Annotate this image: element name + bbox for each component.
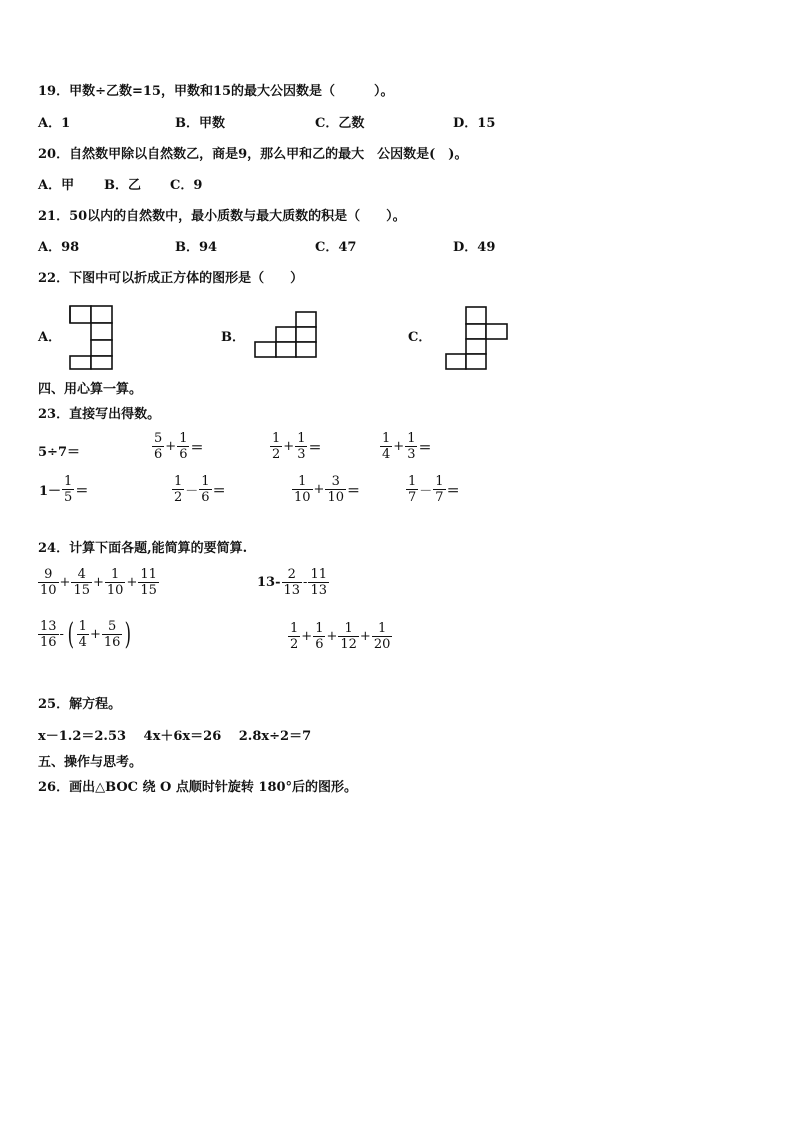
q21-option-b: B．94 [175,240,218,255]
question-19: 19．甲数÷乙数=15，甲数和15的最大公因数是（ ）。 [38,84,394,99]
question-24: 24．计算下面各题,能简算的要简算. [38,541,248,556]
q24-expr-2: 13- $\frac{2}{13}$ - $\frac{11}{13}$ [257,567,327,598]
cube-net-c [443,305,513,375]
q19-option-b: B．甲数 [175,116,225,131]
q23-expr-5: 1－ $\frac{1}{5}$ ＝ [39,474,89,505]
question-26: 26．画出△BOC 绕 O 点顺时针旋转 180°后的图形。 [38,780,358,795]
q23-expr-6: $\frac{1}{2}$ － $\frac{1}{6}$ ＝ [174,474,226,505]
q20-option-b: B．乙 [104,178,141,193]
q23-expr-4: $\frac{1}{4}$ + $\frac{1}{3}$ ＝ [382,431,432,462]
q21-option-c: C．47 [315,240,357,255]
q19-option-a: A．1 [38,116,71,131]
question-22: 22．下图中可以折成正方体的图形是（ ） [38,271,304,286]
q21-option-d: D．49 [453,240,496,255]
q21-option-a: A．98 [38,240,80,255]
q25-equations: x－1.2＝2.53 4x＋6x＝26 2.8x÷2＝7 [38,729,312,744]
question-25: 25．解方程。 [38,697,122,712]
q19-option-d: D．15 [453,116,496,131]
q20-option-a: A．甲 [38,178,75,193]
q22-option-b: B． [221,330,245,345]
section-4-heading: 四、用心算一算。 [38,382,143,397]
q24-expr-3: $\frac{13}{16}$ - ( $\frac{1}{4}$ + $\frac{5}{16}$ ) [40,616,132,652]
section-5-heading: 五、操作与思考。 [38,755,143,770]
q23-expr-8: $\frac{1}{7}$ － $\frac{1}{7}$ ＝ [408,474,460,505]
q23-expr-2: $\frac{5}{6}$ + $\frac{1}{6}$ ＝ [154,431,204,462]
cube-net-b [252,309,322,361]
q22-option-a: A． [38,330,62,345]
q19-option-c: C．乙数 [315,116,365,131]
q23-expr-3: $\frac{1}{2}$ + $\frac{1}{3}$ ＝ [272,431,322,462]
cube-net-a [66,302,118,374]
q24-expr-4: $\frac{1}{2}$ + $\frac{1}{6}$ + $\frac{1}{12}$ + $\frac{1}{20}$ [290,621,391,652]
question-23: 23．直接写出得数。 [38,407,161,422]
question-21: 21．50以内的自然数中，最小质数与最大质数的积是（ ）。 [38,209,406,224]
question-20: 20．自然数甲除以自然数乙，商是9，那么甲和乙的最大 公因数是( )。 [38,147,468,162]
q24-expr-1: $\frac{9}{10}$ + $\frac{4}{15}$ + $\frac{1}{10}$ + $\frac{11}{15}$ [40,567,157,598]
q22-option-c: C． [408,330,432,345]
q23-expr-7: $\frac{1}{10}$ + $\frac{3}{10}$ ＝ [294,474,361,505]
q20-option-c: C．9 [170,178,203,193]
q23-expr-1: 5÷7＝ [38,445,80,460]
